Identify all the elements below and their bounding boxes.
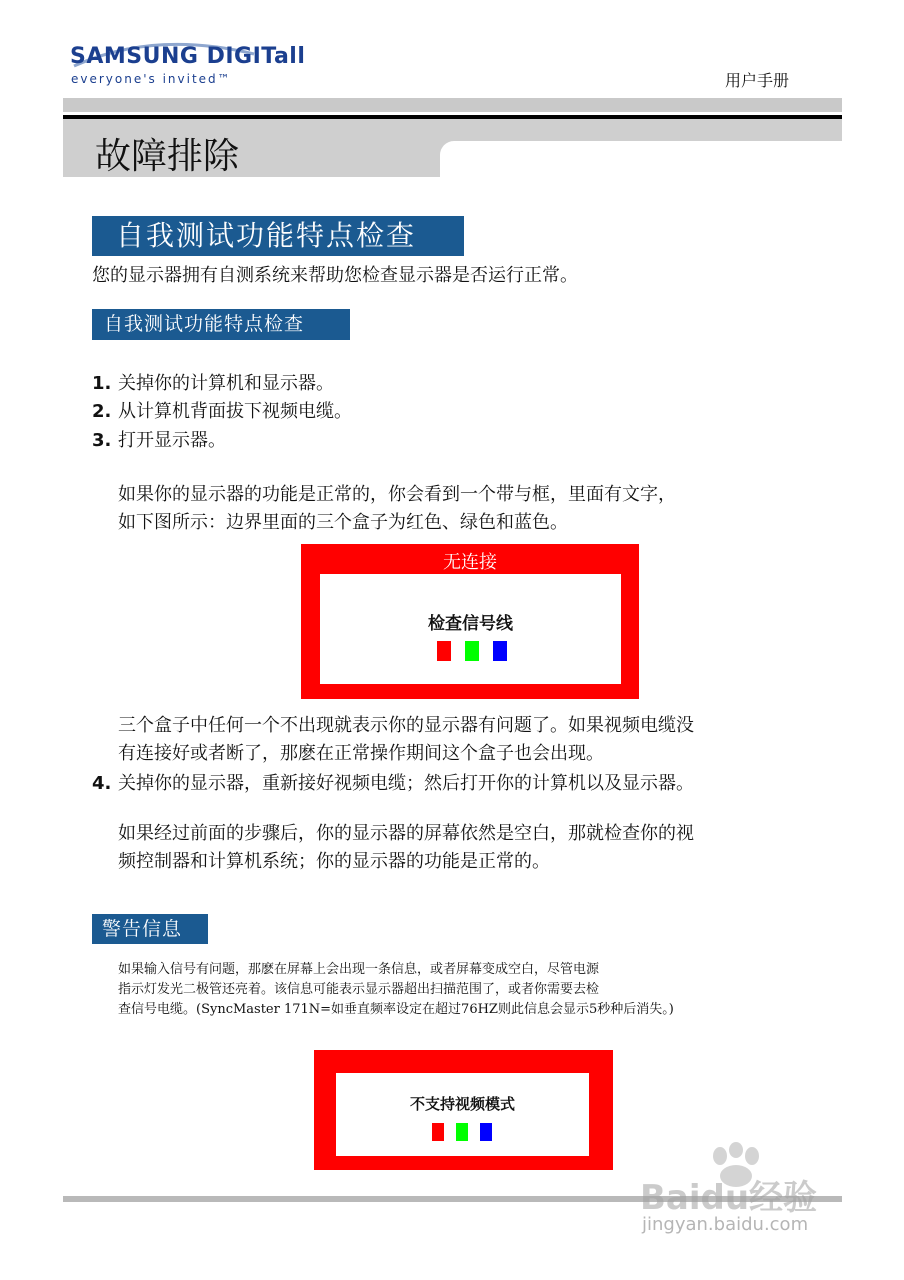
header-grey-bar xyxy=(63,98,842,112)
paragraph-line: 如下图所示：边界里面的三个盒子为红色、绿色和蓝色。 xyxy=(118,512,568,533)
warning-line: 指示灯发光二极管还亮着。该信息可能表示显示器超出扫描范围了，或者你需要去检 xyxy=(118,982,600,997)
red-box xyxy=(437,641,451,661)
samsung-logo: SAMSUNG DIGITall xyxy=(70,44,306,69)
green-box xyxy=(456,1123,468,1141)
diagram-message: 检查信号线 xyxy=(428,614,513,634)
green-box xyxy=(465,641,479,661)
step-item xyxy=(92,770,694,798)
subsection-heading-self-test: 自我测试功能特点检查 xyxy=(92,309,350,340)
diagram-screen xyxy=(320,574,621,684)
blue-box xyxy=(493,641,507,661)
diagram-screen xyxy=(336,1073,589,1156)
title-background-tab xyxy=(440,119,842,141)
paragraph-line: 如果经过前面的步骤后，你的显示器的屏幕依然是空白，那就检查你的视 xyxy=(118,823,694,844)
warning-line: 查信号电缆。(SyncMaster 171N=如垂直频率设定在超过76HZ则此信息会显示5秒种后消失。) xyxy=(118,1002,674,1017)
step-text: 关掉你的显示器，重新接好视频电缆；然后打开你的计算机以及显示器。 xyxy=(118,773,694,794)
step-number: 2. xyxy=(92,401,112,422)
step-number: 4. xyxy=(92,773,112,794)
paragraph-line: 有连接好或者断了，那麽在正常操作期间这个盒子也会出现。 xyxy=(118,743,604,764)
paragraph-line: 三个盒子中任何一个不出现就表示你的显示器有问题了。如果视频电缆没 xyxy=(118,715,694,736)
step-text: 关掉你的计算机和显示器。 xyxy=(118,373,334,394)
monitor-diagram-unsupported-mode xyxy=(314,1050,613,1170)
section-heading-warning: 警告信息 xyxy=(92,914,208,944)
step-number: 1. xyxy=(92,373,112,394)
warning-text xyxy=(118,960,674,1020)
manual-label: 用户手册 xyxy=(725,71,790,90)
diagram-message: 不支持视频模式 xyxy=(409,1095,515,1113)
diagram-title: 无连接 xyxy=(443,552,497,573)
step-item xyxy=(92,370,334,398)
paragraph-box-missing xyxy=(118,712,694,768)
paragraph-line: 如果你的显示器的功能是正常的，你会看到一个带与框，里面有文字， xyxy=(118,484,676,505)
monitor-diagram-no-connection xyxy=(301,544,639,699)
step-text: 打开显示器。 xyxy=(118,430,226,451)
step-item xyxy=(92,427,226,455)
warning-line: 如果输入信号有问题，那麽在屏幕上会出现一条信息，或者屏幕变成空白，尽管电源 xyxy=(118,962,600,977)
paragraph-line: 频控制器和计算机系统；你的显示器的功能是正常的。 xyxy=(118,851,550,872)
watermark-baidu: Baidu经验 xyxy=(640,1178,818,1218)
red-box xyxy=(432,1123,444,1141)
watermark-url: jingyan.baidu.com xyxy=(642,1214,809,1235)
blue-box xyxy=(480,1123,492,1141)
step-text: 从计算机背面拔下视频电缆。 xyxy=(118,401,352,422)
step-item xyxy=(92,398,352,426)
page-title: 故障排除 xyxy=(95,136,240,177)
paragraph-normal-function xyxy=(118,481,676,537)
intro-text: 您的显示器拥有自测系统来帮助您检查显示器是否运行正常。 xyxy=(92,265,578,286)
logo-tagline: everyone's invited™ xyxy=(71,72,232,86)
step-number: 3. xyxy=(92,430,112,451)
section-heading-self-test: 自我测试功能特点检查 xyxy=(92,216,464,256)
title-corner-mask xyxy=(440,141,480,177)
paragraph-blank-screen xyxy=(118,820,694,876)
